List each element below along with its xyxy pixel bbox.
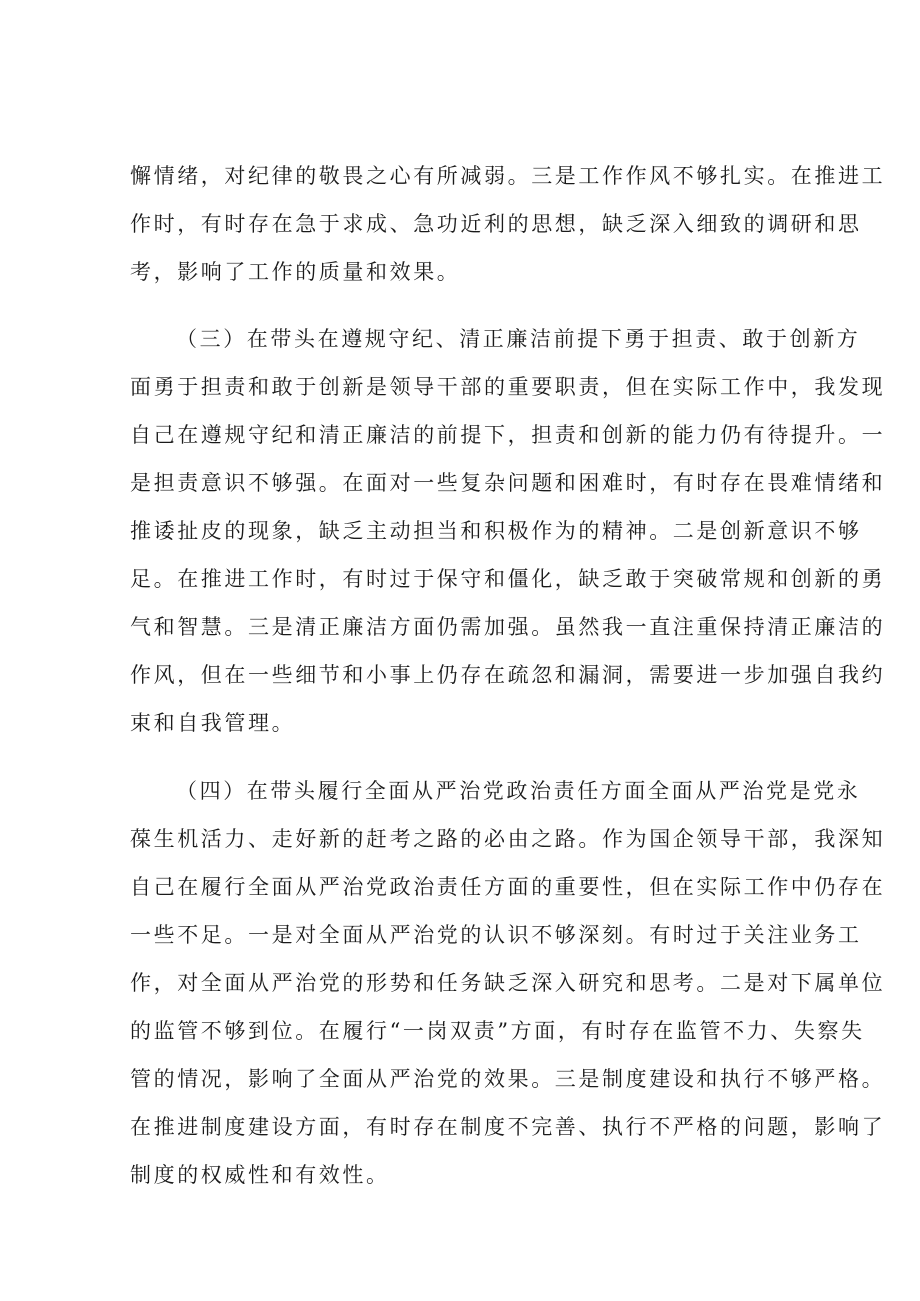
text-line: 作时，有时存在急于求成、急功近利的思想，缺乏深入细致的调研和思	[130, 212, 862, 236]
text-line: 考，影响了工作的质量和效果。	[130, 260, 461, 284]
text-line: 是担责意识不够强。在面对一些复杂问题和困难时，有时存在畏难情绪和	[130, 471, 886, 495]
text-line: 足。在推进工作时，有时过于保守和僵化，缺乏敢于突破常规和创新的勇	[130, 567, 886, 591]
text-line: 管的情况，影响了全面从严治党的效果。三是制度建设和执行不够严格。	[130, 1067, 886, 1091]
text-line: 自己在履行全面从严治党政治责任方面的重要性，但在实际工作中仍存在	[130, 875, 886, 899]
text-line: 葆生机活力、走好新的赶考之路的必由之路。作为国企领导干部，我深知	[130, 827, 886, 851]
text-line: 自己在遵规守纪和清正廉洁的前提下，担责和创新的能力仍有待提升。一	[130, 423, 886, 447]
paragraph-heading-3: （三）在带头在遵规守纪、清正廉洁前提下勇于担责、敢于创新方	[176, 327, 861, 351]
text-line: 懈情绪，对纪律的敬畏之心有所减弱。三是工作作风不够扎实。在推进工	[130, 164, 886, 188]
text-line: 的监管不够到位。在履行“一岗双责”方面，有时存在监管不力、失察失	[130, 1019, 865, 1043]
paragraph-heading-4: （四）在带头履行全面从严治党政治责任方面全面从严治党是党永	[176, 779, 861, 803]
text-line: 一些不足。一是对全面从严治党的认识不够深刻。有时过于关注业务工	[130, 923, 862, 947]
text-line: 束和自我管理。	[130, 711, 296, 735]
text-line: 在推进制度建设方面，有时存在制度不完善、执行不严格的问题，影响了	[130, 1115, 886, 1139]
text-line: 作，对全面从严治党的形势和任务缺乏深入研究和思考。二是对下属单位	[130, 971, 886, 995]
text-line: 制度的权威性和有效性。	[130, 1163, 390, 1187]
text-line: 推诿扯皮的现象，缺乏主动担当和积极作为的精神。二是创新意识不够	[130, 519, 862, 543]
text-line: 作风，但在一些细节和小事上仍存在疏忽和漏洞，需要进一步加强自我约	[130, 663, 886, 687]
text-line: 气和智慧。三是清正廉洁方面仍需加强。虽然我一直注重保持清正廉洁的	[130, 615, 886, 639]
text-line: 面勇于担责和敢于创新是领导干部的重要职责，但在实际工作中，我发现	[130, 375, 886, 399]
